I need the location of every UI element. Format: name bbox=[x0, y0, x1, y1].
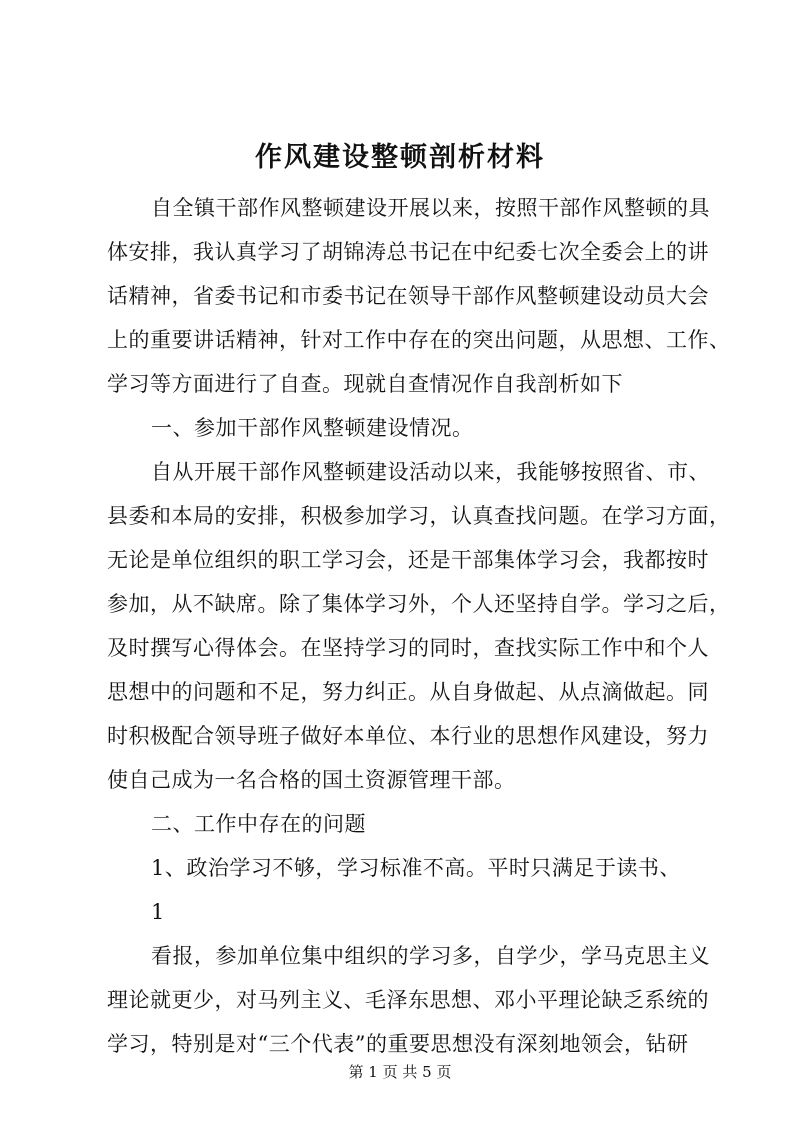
body-line: 上的重要讲话精神，针对工作中存在的突出问题，从思想、工作、 bbox=[107, 328, 731, 352]
body-line: 无论是单位组织的职工学习会，还是干部集体学习会，我都按时 bbox=[107, 548, 709, 572]
body-line: 思想中的问题和不足，努力纠正。从自身做起、从点滴做起。同 bbox=[107, 680, 709, 704]
body-line: 自全镇干部作风整顿建设开展以来，按照干部作风整顿的具 bbox=[151, 196, 710, 220]
body-line: 县委和本局的安排，积极参加学习，认真查找问题。在学习方面， bbox=[107, 504, 731, 528]
body-line: 学习等方面进行了自查。现就自查情况作自我剖析如下 bbox=[107, 372, 623, 396]
body-line: 及时撰写心得体会。在坚持学习的同时，查找实际工作中和个人 bbox=[107, 636, 709, 660]
body-line: 看报，参加单位集中组织的学习多，自学少，学马克思主义 bbox=[151, 944, 710, 968]
body-line: 使自己成为一名合格的国土资源管理干部。 bbox=[107, 768, 516, 792]
body-line: 1、政治学习不够，学习标准不高。平时只满足于读书、 bbox=[151, 856, 681, 880]
body-line: 话精神，省委书记和市委书记在领导干部作风整顿建设动员大会 bbox=[107, 284, 709, 308]
body-line: 时积极配合领导班子做好本单位、本行业的思想作风建设，努力 bbox=[107, 724, 709, 748]
body-line: 体安排，我认真学习了胡锦涛总书记在中纪委七次全委会上的讲 bbox=[107, 240, 709, 264]
body-line: 参加，从不缺席。除了集体学习外，个人还坚持自学。学习之后， bbox=[107, 592, 731, 616]
page-footer: 第 1 页 共 5 页 bbox=[348, 1063, 452, 1081]
body-line: 学习，特别是对“三个代表”的重要思想没有深刻地领会，钻研 bbox=[107, 1032, 689, 1056]
section-heading: 二、工作中存在的问题 bbox=[151, 812, 366, 836]
document-title: 作风建设整顿剖析材料 bbox=[255, 142, 545, 173]
inline-page-number: 1 bbox=[151, 900, 165, 924]
section-heading: 一、参加干部作风整顿建设情况。 bbox=[151, 416, 474, 440]
body-line: 理论就更少，对马列主义、毛泽东思想、邓小平理论缺乏系统的 bbox=[107, 988, 709, 1012]
body-line: 自从开展干部作风整顿建设活动以来，我能够按照省、市、 bbox=[151, 460, 710, 484]
